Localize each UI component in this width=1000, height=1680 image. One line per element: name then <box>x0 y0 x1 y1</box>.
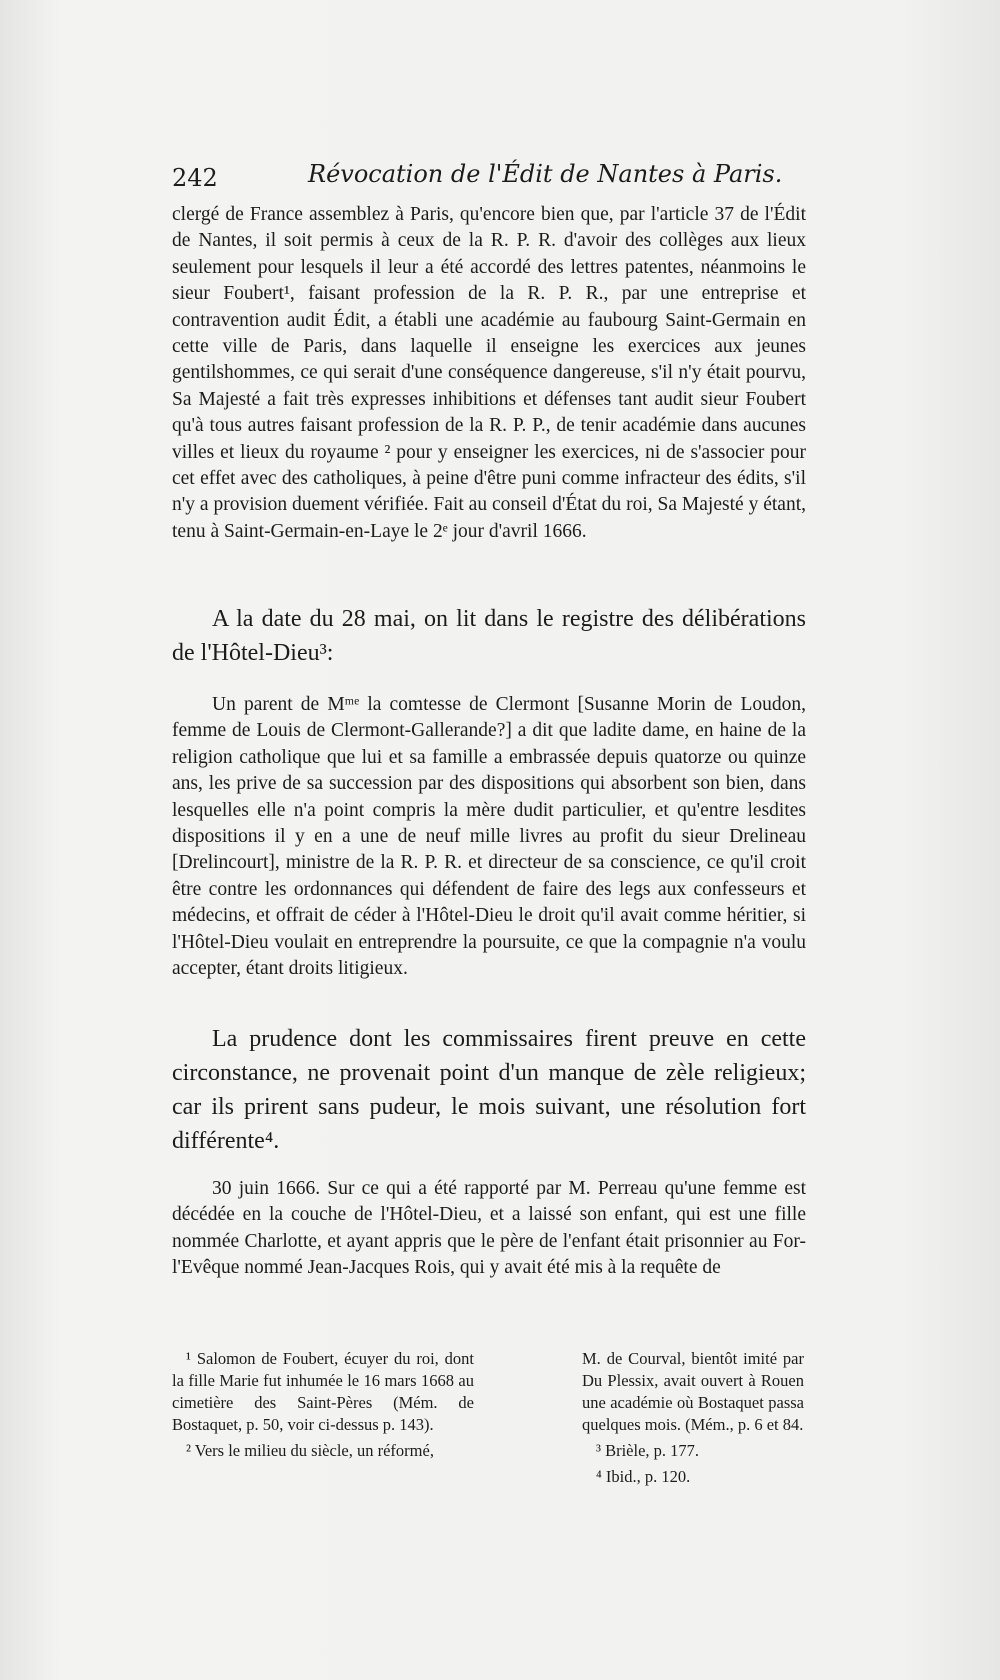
page-number: 242 <box>172 164 218 192</box>
quoted-deliberation-2: 30 juin 1666. Sur ce qui a été rapporté par M. Perreau qu'une femme est décédée en la couche de l'Hôtel-Dieu, et a laissé son enfant, qui est une fille nommée Charlotte, et ayant appris que le père de l'enfant était prisonnier au For-l'Evêque nommé Jean-Jacques Rois, qui y avait été mis à la requête de <box>172 1178 806 1279</box>
page-header <box>172 152 792 192</box>
footnotes-left-column <box>172 1348 474 1466</box>
narrative-paragraph-2: La prudence dont les commissaires firent preuve en cette circonstance, ne provenait point d'un manque de zèle religieux; car ils prirent sans pudeur, le mois suivant, une résolution fort différente⁴. <box>172 1026 806 1154</box>
footnotes-right-column <box>582 1348 804 1492</box>
quoted-decree: clergé de France assemblez à Paris, qu'encore bien que, par l'article 37 de l'Édit de Nantes, il soit permis à ceux de la R. P. R. d'avoir des collèges aux lieux seulement pour lesquels il leur a été accordé des lettres patentes, néanmoins le sieur Foubert¹, faisant profession de la R. P. R., par une entreprise et contravention audit Édit, a établi une académie au faubourg Saint-Germain en cette ville de Paris, dans laquelle il enseigne les exercices aux jeunes gentilshommes, ce qui serait d'une conséquence dangereuse, s'il n'y était pourvu, Sa Majesté a fait très expresses inhibitions et défenses tant audit sieur Foubert qu'à tous autres faisant profession de la R. P. P., de tenir académie dans aucunes villes et lieux du royaume ² pour y enseigner les exercices, ni de s'associer pour cet effet avec des catholiques, à peine d'être puni comme infracteur des édits, s'il n'y a provision duement vérifiée. Fait au conseil d'État du roi, Sa Majesté y étant, tenu à Saint-Germain-en-Laye le 2ᵉ jour d'avril 1666. <box>172 204 806 542</box>
footnote-3: ³ Brièle, p. 177. <box>596 1441 700 1460</box>
running-title: Révocation de l'Édit de Nantes à Paris. <box>308 160 783 188</box>
quoted-deliberation-1: Un parent de Mᵐᵉ la comtesse de Clermont [Susanne Morin de Loudon, femme de Louis de Clermont-Gallerande?] a dit que ladite dame, en haine de la religion catholique que lui et sa famille a embrassée depuis quatorze ou quinze ans, les prive de sa succession par des dispositions qui absorbent son bien, dans lesquelles elle n'a point compris la mère dudit particulier, et qu'entre lesdites dispositions il y en a une de neuf mille livres au profit du sieur Drelineau [Drelincourt], ministre de la R. P. R. et directeur de sa conscience, ce qu'il croit être contre les ordonnances qui défendent de faire des legs aux confesseurs et médecins, et offrait de céder à l'Hôtel-Dieu le droit qu'il avait comme héritier, si l'Hôtel-Dieu voulait en entreprendre la poursuite, ce que la compagnie n'a voulu accepter, étant droits litigieux. <box>172 694 806 980</box>
footnote-2: ² Vers le milieu du siècle, un réformé, <box>186 1441 434 1460</box>
footnote-2-continued: M. de Courval, bientôt imité par Du Plessix, avait ouvert à Rouen une académie où Bostaquet passa quelques mois. (Mém., p. 6 et 84. <box>582 1349 804 1434</box>
footnote-4: ⁴ Ibid., p. 120. <box>596 1467 691 1486</box>
narrative-paragraph-1: A la date du 28 mai, on lit dans le registre des délibérations de l'Hôtel-Dieu³: <box>172 606 806 666</box>
footnote-1: ¹ Salomon de Foubert, écuyer du roi, dont la fille Marie fut inhumée le 16 mars 1668 au cimetière des Saint-Pères (Mém. de Bostaquet, p. 50, voir ci-dessus p. 143). <box>172 1349 474 1434</box>
